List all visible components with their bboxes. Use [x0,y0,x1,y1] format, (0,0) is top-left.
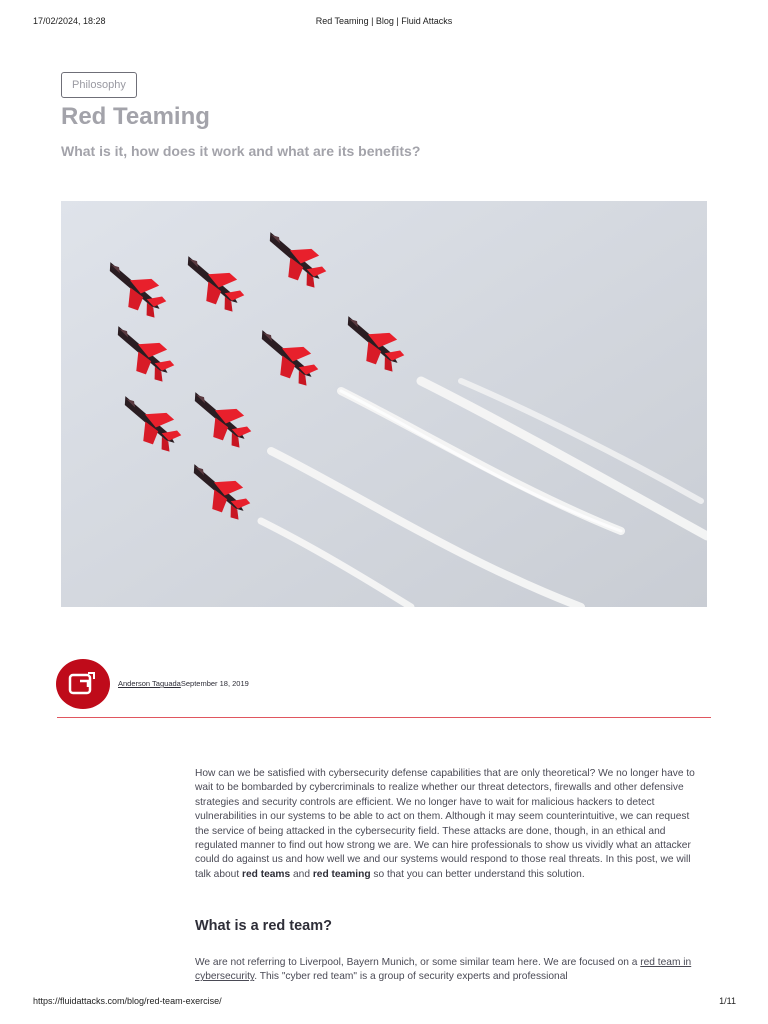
section-heading: What is a red team? [195,918,332,934]
bold-red-teams: red teams [242,868,291,880]
section-paragraph [195,956,700,990]
intro-text-c: so that you can better understand this solution. [370,868,585,880]
author-link[interactable]: Anderson Taguada [118,679,181,688]
publish-date: September 18, 2019 [180,679,249,688]
page-number: 1/11 [719,996,736,1006]
print-footer [0,996,768,1010]
red-team-link[interactable]: red team in cybersecurity [195,957,692,983]
bold-red-teaming: red teaming [312,868,371,880]
print-date: 17/02/2024, 18:28 [33,16,106,26]
section-text-b: . This "cyber red team" is a group of security experts and professional [254,971,568,983]
print-page-title: Red Teaming | Blog | Fluid Attacks [315,16,453,26]
intro-text-a: How can we be satisfied with cybersecurity defense capabilities that are only theoretical? We no longer have to wait to be bombarded by cybercriminals to realize whether our threat detectors, firewalls and other defensive strategies and security controls are efficient. We no longer have to wait for malicious hackers to detect vulnerabilities in our systems to be able to act on them. Although it may seem counterintuitive, we can request the service of being attacked in the cybersecurity field. These attacks are done, though, in an ethical and regulated manner to find out how strong we are. We can hire professionals to show us vividly what an attacker could do against us and how well we and our systems would respond to those real threats. In this post, we will talk about [195,768,695,880]
article-title: Red Teaming [61,103,210,130]
print-header [0,16,768,30]
intro-paragraph [195,767,700,882]
intro-text-b: and [290,868,313,880]
category-tag-philosophy[interactable]: Philosophy [61,72,137,98]
user-icon [68,669,98,699]
article-subtitle: What is it, how does it work and what are its benefits? [61,143,421,159]
print-url: https://fluidattacks.com/blog/red-team-exercise/ [33,996,222,1006]
section-text-a: We are not referring to Liverpool, Bayern Munich, or some similar team here. We are focused on a [195,957,641,968]
author-avatar[interactable] [56,659,110,709]
hero-image [61,201,707,607]
byline [118,679,249,688]
divider [57,717,711,718]
